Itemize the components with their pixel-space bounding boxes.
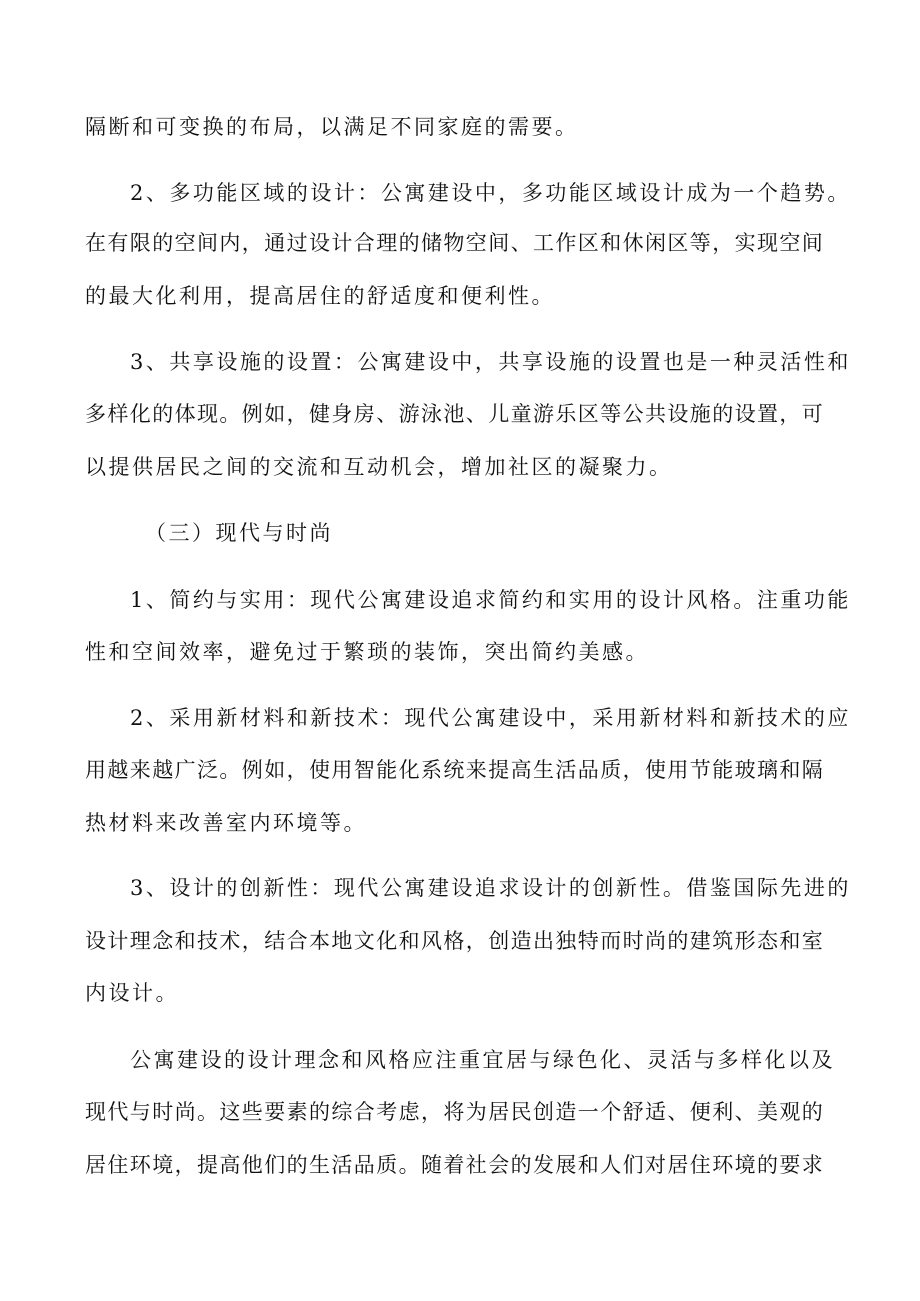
summary-line-2: 现代与时尚。这些要素的综合考虑，将为居民创造一个舒适、便利、美观的 — [85, 1100, 825, 1124]
paragraph-4-line-1: 1、简约与实用：现代公寓建设追求简约和实用的设计风格。注重功能 — [130, 588, 851, 612]
paragraph-2-line-3: 的最大化利用，提高居住的舒适度和便利性。 — [85, 284, 555, 308]
paragraph-3-line-3: 以提供居民之间的交流和互动机会，增加社区的凝聚力。 — [85, 455, 673, 479]
paragraph-6-line-2: 设计理念和技术，结合本地文化和风格，创造出独特而时尚的建筑形态和室 — [85, 929, 825, 953]
summary-line-1: 公寓建设的设计理念和风格应注重宜居与绿色化、灵活与多样化以及 — [130, 1048, 835, 1072]
paragraph-5-line-1: 2、采用新材料和新技术：现代公寓建设中，采用新材料和新技术的应 — [130, 706, 851, 730]
paragraph-2-line-1: 2、多功能区域的设计：公寓建设中，多功能区域设计成为一个趋势。 — [130, 181, 851, 205]
summary-line-3: 居住环境，提高他们的生活品质。随着社会的发展和人们对居住环境的要求 — [85, 1153, 825, 1177]
paragraph-6-line-3: 内设计。 — [85, 981, 179, 1005]
section-heading: （三）现代与时尚 — [145, 521, 333, 545]
paragraph-2-line-2: 在有限的空间内，通过设计合理的储物空间、工作区和休闲区等，实现空间 — [85, 231, 825, 255]
text-line-1: 隔断和可变换的布局，以满足不同家庭的需要。 — [85, 115, 579, 139]
paragraph-5-line-2: 用越来越广泛。例如，使用智能化系统来提高生活品质，使用节能玻璃和隔 — [85, 758, 825, 782]
paragraph-3-line-1: 3、共享设施的设置：公寓建设中，共享设施的设置也是一种灵活性和 — [130, 350, 851, 374]
paragraph-3-line-2: 多样化的体现。例如，健身房、游泳池、儿童游乐区等公共设施的设置，可 — [85, 402, 825, 426]
paragraph-4-line-2: 性和空间效率，避免过于繁琐的装饰，突出简约美感。 — [85, 640, 649, 664]
paragraph-5-line-3: 热材料来改善室内环境等。 — [85, 811, 367, 835]
paragraph-6-line-1: 3、设计的创新性：现代公寓建设追求设计的创新性。借鉴国际先进的 — [130, 876, 851, 900]
